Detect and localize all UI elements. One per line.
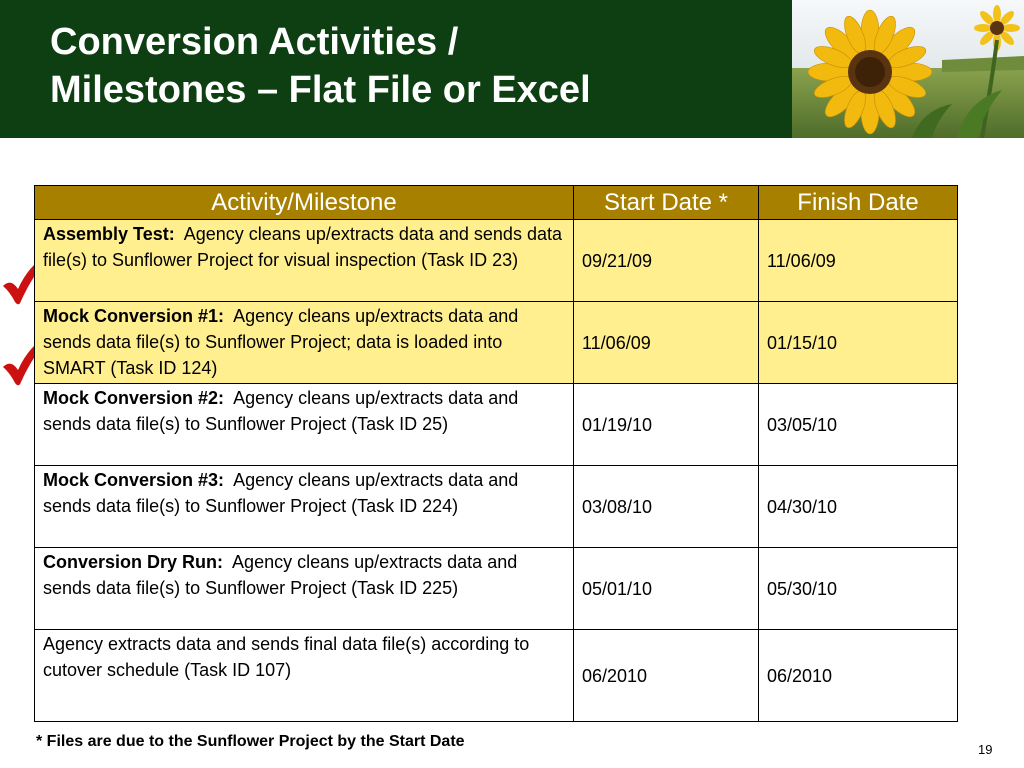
activity-cell (35, 302, 574, 384)
title-line-1: Conversion Activities / (50, 21, 459, 63)
finish-date-cell: 04/30/10 (759, 466, 958, 548)
table-row (35, 466, 958, 548)
start-date-cell: 09/21/09 (574, 220, 759, 302)
table-header-row (35, 186, 958, 220)
table-row (35, 548, 958, 630)
activity-label: Assembly Test: (43, 224, 175, 244)
finish-date-cell: 05/30/10 (759, 548, 958, 630)
finish-date-cell: 11/06/09 (759, 220, 958, 302)
activity-description: Agency cleans up/extracts data and sends data file(s) to Sunflower Project (Task ID 25) (43, 388, 519, 434)
slide-title (50, 18, 770, 114)
start-date-cell: 05/01/10 (574, 548, 759, 630)
footnote: * Files are due to the Sunflower Project by the Start Date (36, 733, 465, 750)
title-banner (0, 0, 1024, 138)
table-row (35, 302, 958, 384)
activity-label: Mock Conversion #3: (43, 470, 225, 490)
activity-description: Agency cleans up/extracts data and sends data file(s) to Sunflower Project for visual inspection (Task ID 23) (43, 224, 562, 270)
start-date-cell: 01/19/10 (574, 384, 759, 466)
activity-cell (35, 384, 574, 466)
table-row (35, 384, 958, 466)
sunflower-photo (792, 0, 1024, 138)
finish-date-cell: 03/05/10 (759, 384, 958, 466)
activity-description: Agency cleans up/extracts data and sends data file(s) to Sunflower Project; data is loaded into SMART (Task ID 124) (43, 306, 519, 378)
column-header-start-date: Start Date * (574, 186, 759, 220)
start-date-cell: 03/08/10 (574, 466, 759, 548)
activity-cell (35, 220, 574, 302)
finish-date-cell: 01/15/10 (759, 302, 958, 384)
activity-label: Mock Conversion #2: (43, 388, 225, 408)
activity-cell (35, 466, 574, 548)
table-row (35, 630, 958, 722)
activity-cell: Agency extracts data and sends final data file(s) according to cutover schedule (Task ID 107) (35, 630, 574, 722)
column-header-activity: Activity/Milestone (35, 186, 574, 220)
activity-label: Mock Conversion #1: (43, 306, 225, 326)
milestones-table (34, 185, 958, 722)
column-header-finish-date: Finish Date (759, 186, 958, 220)
title-line-2: Milestones – Flat File or Excel (50, 69, 591, 111)
activity-description: Agency cleans up/extracts data and sends data file(s) to Sunflower Project (Task ID 224) (43, 470, 519, 516)
activity-label: Conversion Dry Run: (43, 552, 224, 572)
table-row (35, 220, 958, 302)
start-date-cell: 11/06/09 (574, 302, 759, 384)
start-date-cell: 06/2010 (574, 630, 759, 722)
activity-cell (35, 548, 574, 630)
page-number: 19 (978, 742, 993, 757)
finish-date-cell: 06/2010 (759, 630, 958, 722)
activity-description: Agency cleans up/extracts data and sends data file(s) to Sunflower Project (Task ID 225) (43, 552, 518, 598)
